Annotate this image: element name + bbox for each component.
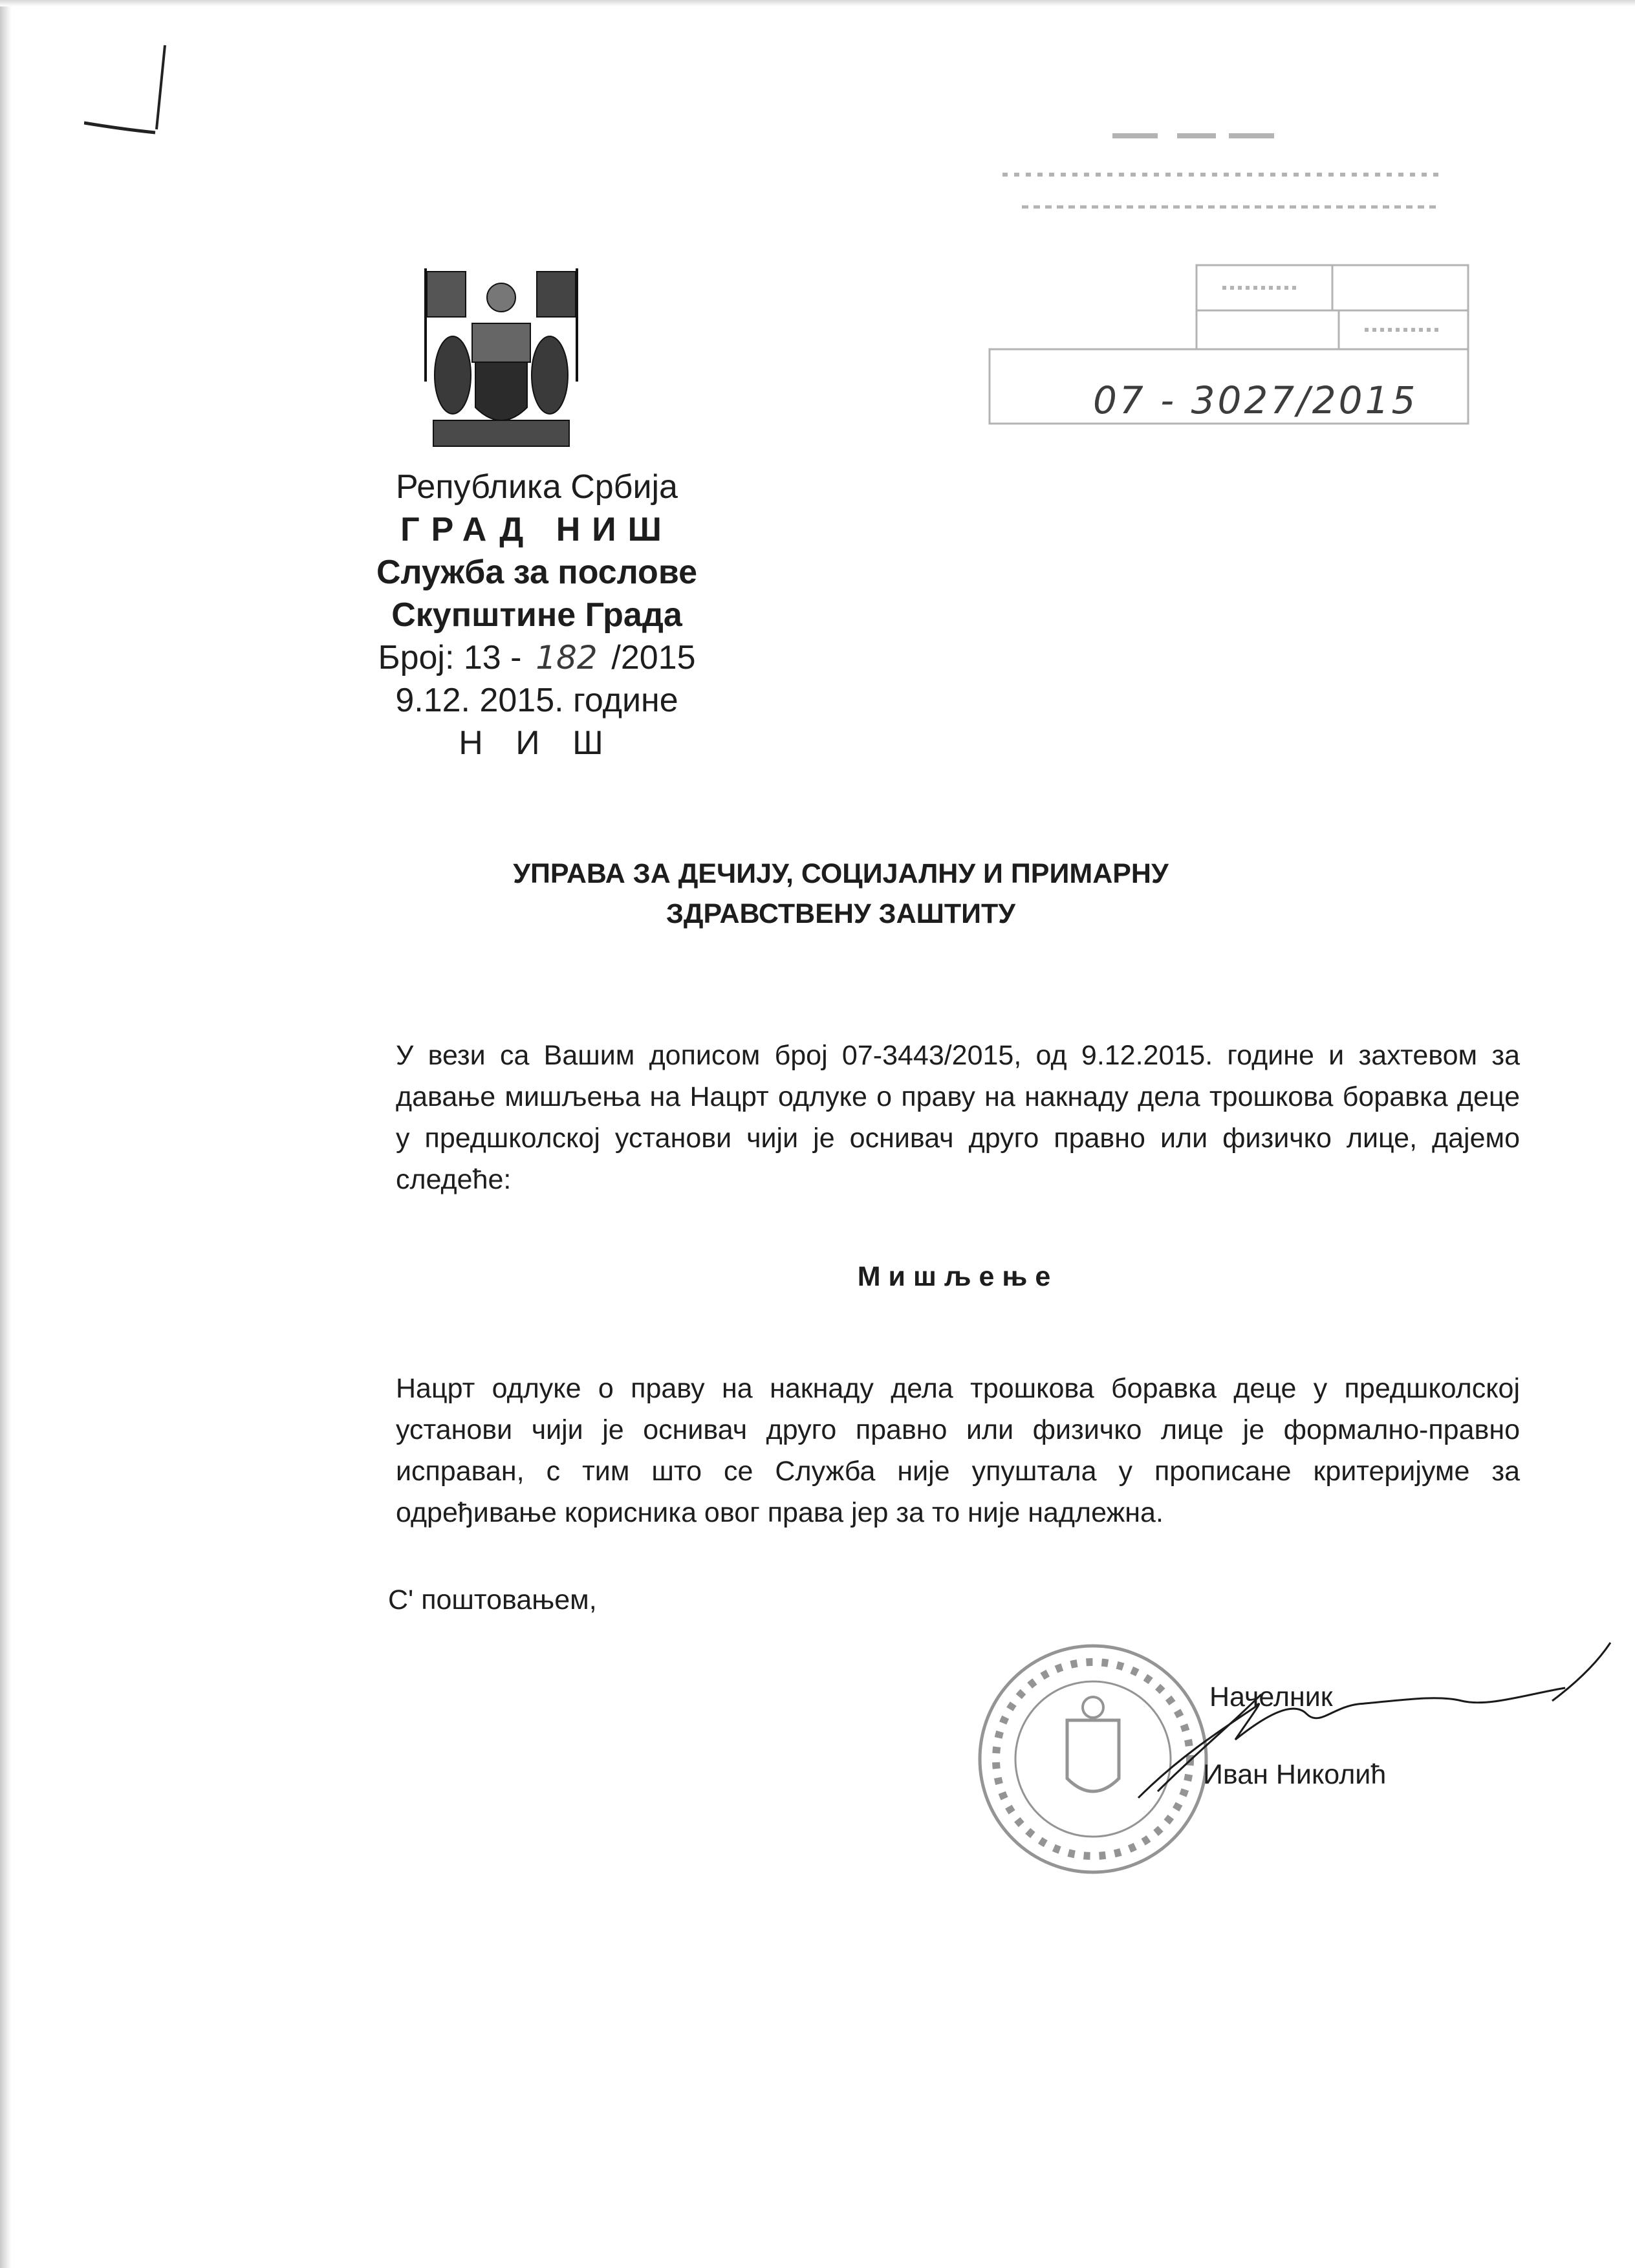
opinion-heading: Мишљење [857, 1261, 1059, 1292]
body-paragraph-2: Нацрт одлуке о праву на накнаду дела трошкова боравка деце у предшколској установи чији је оснивач друго правно или физичко лице је формално-правно исправан, с тим што се Служба није упуштала у прописане критеријуме за одређивање корисника овог права јер за то није надлежна. [396, 1373, 1520, 1528]
document-city: Н И Ш [459, 724, 615, 762]
coat-of-arms-icon [420, 265, 582, 459]
city-name: ГРАД НИШ [400, 511, 673, 548]
scan-edge-top [0, 0, 1635, 6]
department-line2: Скупштине Града [391, 596, 682, 634]
body-paragraph-1: У вези са Вашим дописом број 07-3443/2015, од 9.12.2015. године и захтевом за давање мишљења на Нацрт одлуке о праву на накнаду дела трошкова боравка деце у предшколској установи чији је оснивач друго правно или физичко лице, дајемо следеће: [396, 1040, 1520, 1195]
document-number [285, 636, 789, 679]
document-number-suffix: /2015 [611, 639, 696, 676]
recipient [336, 854, 1345, 934]
department-line1: Служба за послове [376, 554, 698, 591]
handwritten-signature-icon [1099, 1630, 1617, 1824]
scan-edge-left [0, 0, 12, 2268]
signatory-name: Иван Николић [1203, 1759, 1387, 1790]
recipient-line2: ЗДРАВСТВЕНУ ЗАШТИТУ [666, 898, 1016, 929]
signatory-title: Начелник [1209, 1681, 1333, 1712]
closing-line: С' поштовањем, [388, 1584, 597, 1615]
recipient-line1: УПРАВА ЗА ДЕЧИЈУ, СОЦИЈАЛНУ И ПРИМАРНУ [513, 858, 1169, 889]
registry-number-handwritten: 07 - 3027/2015 [1093, 378, 1418, 422]
country-name: Република Србија [396, 468, 678, 506]
document-number-handwritten: 182 [536, 639, 598, 676]
document-date: 9.12. 2015. године [395, 682, 678, 719]
sender-header [285, 466, 789, 764]
document-number-prefix: Број: 13 - [378, 639, 522, 676]
handwritten-mark [84, 39, 188, 142]
